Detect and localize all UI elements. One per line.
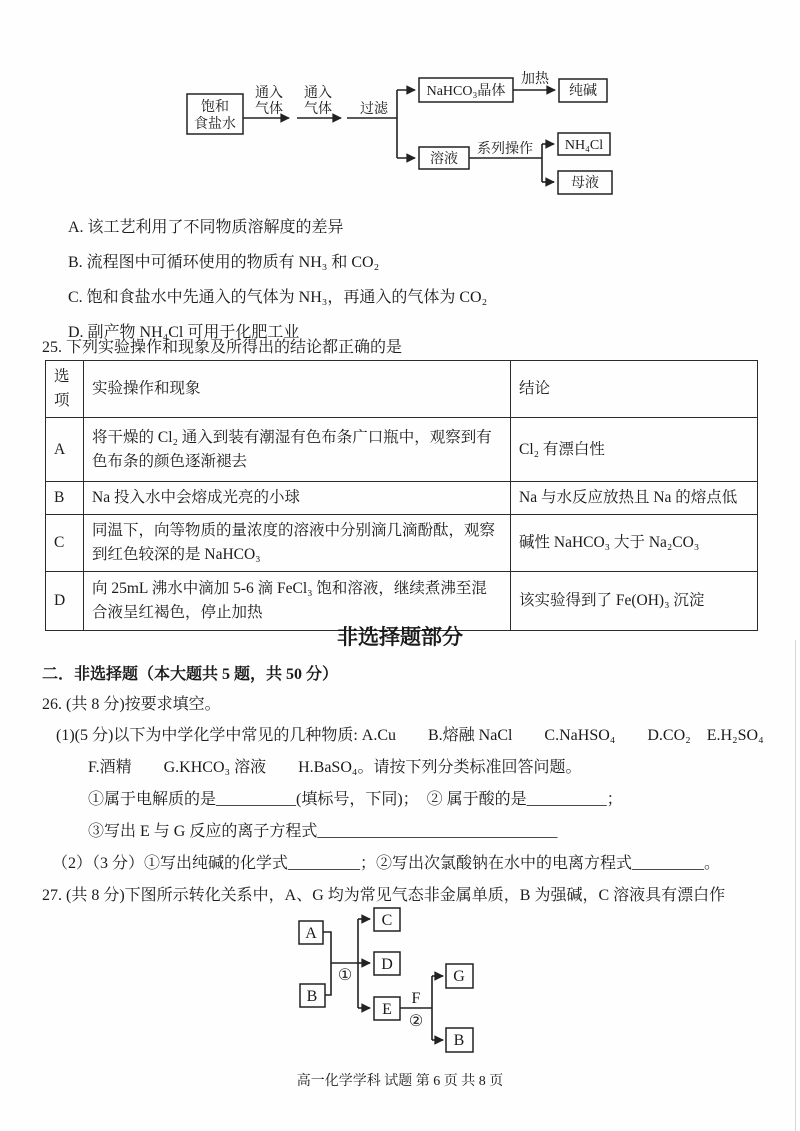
bracket-ab [323, 932, 331, 995]
row-b-conclusion: Na 与水反应放热且 Na 的熔点低 [511, 482, 758, 515]
solution-label: 溶液 [430, 152, 458, 167]
step2-label: ② [408, 1013, 424, 1030]
box-c-label: C [381, 912, 393, 929]
section-heading: 二．非选择题（本大题共 5 题，共 50 分） [42, 666, 339, 683]
box-a-label: A [305, 925, 317, 942]
q25-table [45, 360, 758, 631]
option-c: C. 饱和食盐水中先通入的气体为 NH₃，再通入的气体为 CO₂ [68, 289, 488, 306]
box-e-label: E [382, 1001, 392, 1018]
brine-box-label-line2: 食盐水 [194, 117, 236, 132]
step1-label: ① [337, 967, 353, 984]
header-operation: 实验操作和现象 [84, 361, 511, 418]
heat-label: 加热 [521, 72, 549, 87]
header-option: 选项 [46, 361, 84, 418]
section-title: 非选择题部分 [337, 625, 463, 649]
f-label: F [411, 990, 421, 1007]
q25-stem: 25. 下列实验操作和现象及所得出的结论都正确的是 [42, 339, 403, 356]
option-a: A. 该工艺利用了不同物质溶解度的差异 [68, 219, 344, 236]
row-b-option: B [46, 482, 84, 515]
box-b-label: B [306, 988, 318, 1005]
gas2-label-line1: 通入 [304, 86, 332, 101]
header-conclusion: 结论 [511, 361, 758, 418]
q24-options [68, 214, 487, 354]
soda-label: 纯碱 [569, 84, 597, 99]
box-d-label: D [381, 956, 393, 973]
gas2-label-line2: 气体 [304, 102, 332, 117]
table-row [46, 515, 758, 572]
q26-blank-3: ③写出 E 与 G 反应的离子方程式______________________________ [88, 823, 558, 840]
brine-box-label-line1: 饱和 [201, 100, 229, 115]
q26-blank-1-2: ①属于电解质的是__________(填标号，下同)； ② 属于酸的是__________； [88, 791, 623, 808]
table-row [46, 482, 758, 515]
nh4cl-label: NH₄Cl [564, 138, 604, 153]
row-c-operation: 同温下，向等物质的量浓度的溶液中分别滴几滴酚酞，观察到红色较深的是 NaHCO₃ [84, 515, 511, 572]
nahco3-crystal-label: NaHCO₃晶体 [426, 84, 506, 99]
q27-transformation-diagram [290, 902, 490, 1062]
mother-liquor-label: 母液 [571, 176, 599, 191]
row-d-conclusion: 该实验得到了 Fe(OH)₃ 沉淀 [511, 572, 758, 631]
row-b-operation: Na 投入水中会熔成光亮的小球 [84, 482, 511, 515]
q26-part2: （2）（3 分）①写出纯碱的化学式_________；②写出次氯酸钠在水中的电离方程式_________。 [52, 855, 721, 872]
gas1-label-line1: 通入 [255, 86, 283, 101]
solvay-process-flowchart [175, 64, 675, 209]
series-ops-label: 系列操作 [477, 142, 533, 157]
row-d-option: D [46, 572, 84, 631]
q26-stem: 26. (共 8 分)按要求填空。 [42, 696, 221, 713]
table-header-row [46, 361, 758, 418]
row-c-option: C [46, 515, 84, 572]
page-footer: 高一化学学科 试题 第 6 页 共 8 页 [296, 1074, 504, 1089]
table-row [46, 418, 758, 482]
row-a-conclusion: Cl₂ 有漂白性 [511, 418, 758, 482]
filter-label: 过滤 [360, 102, 388, 117]
row-d-operation: 向 25mL 沸水中滴加 5-6 滴 FeCl₃ 饱和溶液，继续煮沸至混合液呈红褐色，停止加热 [84, 572, 511, 631]
q26-part1-line2: F.酒精 G.KHCO₃ 溶液 H.BaSO₄。请按下列分类标准回答问题。 [88, 759, 582, 776]
row-a-operation: 将干燥的 Cl₂ 通入到装有潮湿有色布条广口瓶中，观察到有色布条的颜色逐渐褪去 [84, 418, 511, 482]
row-a-option: A [46, 418, 84, 482]
q26-part1-line1: (1)(5 分)以下为中学化学中常见的几种物质: A.Cu B.熔融 NaCl C.NaHSO₄ D.CO₂ E.H₂SO₄ [56, 727, 764, 744]
gas1-label-line2: 气体 [255, 102, 283, 117]
option-d: D. 副产物 NH₄Cl 可用于化肥工业 [68, 324, 300, 341]
box-b2-label: B [453, 1032, 465, 1049]
option-b: B. 流程图中可循环使用的物质有 NH₃ 和 CO₂ [68, 254, 380, 271]
box-g-label: G [453, 968, 465, 985]
q27-stem: 27. (共 8 分)下图所示转化关系中，A、G 均为常见气态非金属单质，B 为强碱，C 溶液具有漂白作 [42, 887, 726, 904]
scan-edge-line [795, 640, 796, 1131]
row-c-conclusion: 碱性 NaHCO₃ 大于 Na₂CO₃ [511, 515, 758, 572]
